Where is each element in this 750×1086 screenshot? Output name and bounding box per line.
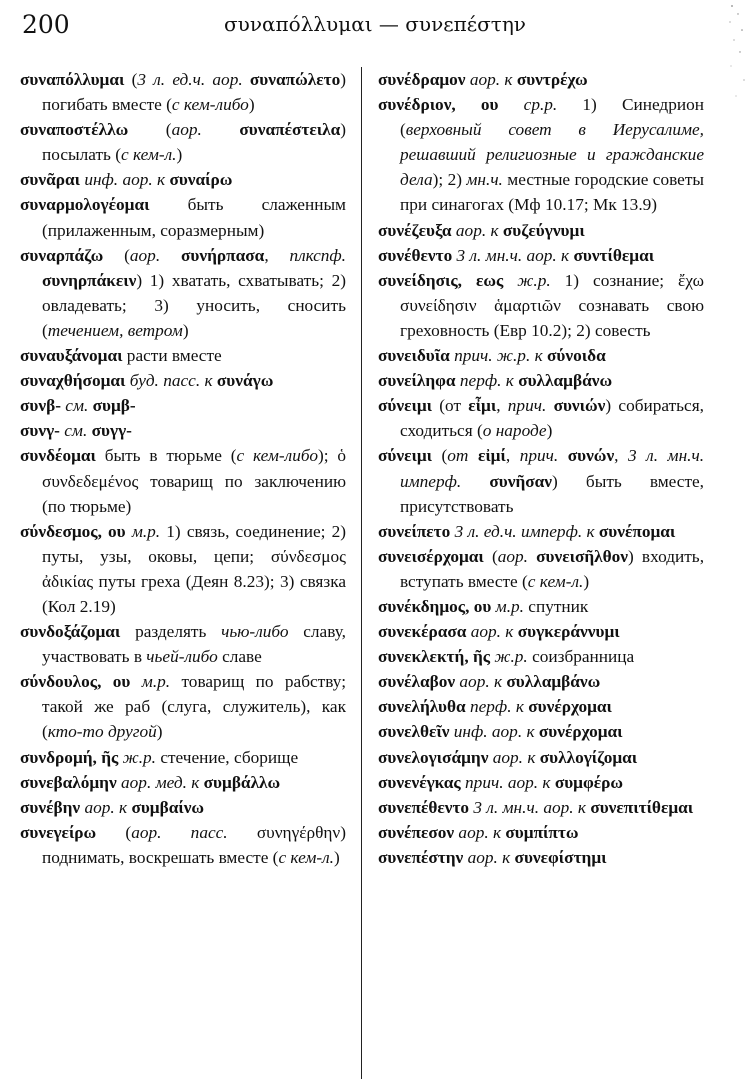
definition-text: (	[128, 120, 172, 140]
definition-text: ) быть вместе, присутствовать	[400, 471, 704, 516]
headword: συνγ-	[20, 421, 60, 441]
dictionary-entry	[20, 669, 346, 744]
dictionary-entry	[20, 418, 346, 443]
headword: συνέκδημος, ου	[378, 596, 492, 616]
headword: συνέπομαι	[598, 521, 676, 541]
definition-text: (от	[432, 396, 469, 416]
headword: συνᾶραι	[20, 170, 80, 190]
grammar-note: прич.	[519, 446, 559, 466]
headword: συνέλαβον	[378, 672, 456, 692]
definition-text: быть в тюрьме (	[95, 446, 237, 466]
grammar-note: буд. пасс. к	[129, 371, 213, 391]
grammar-note: прич. ж.р. к	[454, 346, 543, 366]
dictionary-entry	[378, 795, 704, 820]
grammar-note: м.р.	[141, 672, 171, 692]
dictionary-entry	[20, 343, 346, 368]
dictionary-entry	[378, 669, 704, 694]
headword: συνέρχομαι	[528, 697, 612, 717]
grammar-note: чьей-либо	[146, 647, 218, 667]
page-header	[0, 0, 750, 48]
definition-text: ); ὁ συνδεδεμένος товарищ по заключению (по тюрьме)	[42, 446, 346, 516]
definition-text: ) 1) хватать, схватывать; 2) овладевать; 3) уносить, сносить (	[42, 270, 346, 340]
headword: συζεύγνυμι	[502, 220, 585, 240]
definition-text	[499, 95, 524, 114]
dictionary-entry	[378, 67, 704, 92]
definition-text: спутник	[523, 596, 589, 616]
definition-text: ) входить, вступать вместе (	[400, 546, 705, 591]
dictionary-entry	[378, 845, 704, 870]
dictionary-entry	[378, 745, 704, 770]
grammar-note: 3 л. мн.ч. имперф.	[400, 446, 705, 491]
headword: συνεκέρασα	[378, 622, 467, 642]
definition-text: )	[176, 145, 183, 165]
headword: συνδοξάζομαι	[20, 622, 121, 642]
headword: συντίθεμαι	[573, 245, 655, 265]
headword: συμβαίνω	[131, 797, 205, 817]
headword: συνειδυῖα	[378, 346, 450, 366]
definition-text: ,	[614, 446, 629, 466]
headword: συναρπάζω	[20, 245, 104, 265]
headword: συνέβην	[20, 797, 81, 817]
definition-text	[528, 547, 536, 566]
grammar-note: с кем-л.	[120, 145, 177, 165]
definition-text: (	[432, 446, 448, 466]
headword: συναποστέλλω	[20, 120, 129, 140]
definition-text: 1) связь, соединение; 2) путы, узы, оковы, цепи; σύνδεσμος ἀδικίας путы греха (Деян 8.23); 3) связка (Кол 2.19)	[42, 521, 346, 616]
definition-text: 1) Синедрион (	[400, 95, 704, 140]
headword: συνεπέστην	[378, 847, 464, 867]
headword: σύνειμι	[378, 446, 432, 466]
grammar-note: м.р.	[495, 596, 524, 616]
headword: συλλογίζομαι	[539, 747, 638, 767]
headword: σύνειμι	[378, 396, 432, 416]
definition-text	[243, 70, 250, 89]
dictionary-entry	[378, 393, 704, 443]
headword: συνβ-	[20, 396, 61, 416]
grammar-note: аор. пасс.	[131, 822, 228, 842]
left-column	[20, 67, 346, 870]
headword: συγκεράννυμι	[517, 622, 620, 642]
dictionary-entry	[378, 268, 704, 343]
definition-text: ) посылать (	[42, 120, 346, 165]
grammar-note: инф. аор. к	[84, 170, 166, 190]
definition-text	[546, 396, 553, 415]
definition-text: (	[96, 822, 132, 842]
definition-text	[468, 446, 478, 465]
dictionary-entry	[378, 443, 704, 518]
headword: συνέδριον, ου	[378, 95, 499, 115]
headword: συνάγω	[216, 371, 274, 391]
definition-text: расти вместе	[122, 346, 222, 366]
column-divider	[361, 67, 362, 1079]
dictionary-entry	[20, 117, 346, 167]
headword: συμπίπτω	[505, 822, 579, 842]
dictionary-entry	[378, 694, 704, 719]
grammar-note: 3 л. мн.ч. аор. к	[473, 797, 586, 817]
headword: συνηρπάκειν	[42, 270, 137, 290]
grammar-note: перф. к	[459, 371, 514, 391]
headword: συνεφίστημι	[514, 847, 607, 867]
dictionary-entry	[20, 368, 346, 393]
definition-text: ,	[496, 396, 508, 416]
headword: συνεπιτίθεμαι	[590, 797, 694, 817]
headword: συνδέομαι	[20, 446, 96, 466]
grammar-note: аор. к	[469, 70, 513, 89]
headword: συνήρπασα	[181, 245, 265, 265]
dictionary-entry	[378, 594, 704, 619]
grammar-note: ж.р.	[494, 647, 528, 667]
headword: συνών	[567, 446, 615, 466]
grammar-note: прич.	[507, 396, 547, 416]
definition-text: стечение, сборище	[156, 747, 299, 767]
dictionary-entry	[378, 218, 704, 243]
grammar-note: 3 л. мн.ч. аор. к	[456, 245, 570, 265]
grammar-note: с кем-либо	[236, 446, 318, 466]
headword: συμβάλλω	[203, 772, 281, 792]
definition-text: ) погибать вместе (	[42, 70, 346, 115]
headword: συναπόλλυμαι	[20, 70, 125, 89]
headword: συνέδραμον	[378, 70, 466, 89]
headword: σύνδουλος, ου	[20, 672, 131, 692]
dictionary-entry	[378, 619, 704, 644]
headword: συνέπεσον	[378, 822, 455, 842]
headword: συνείδησις, εως	[378, 270, 504, 290]
grammar-note: с кем-либо	[171, 95, 249, 115]
headword: συνελογισάμην	[378, 747, 489, 767]
headword: συνεκλεκτή, ῆς	[378, 647, 491, 667]
grammar-note: кто-то другой	[47, 722, 157, 742]
dictionary-entry	[20, 619, 346, 669]
definition-text: быть слаженным (прилаженным, соразмерным)	[42, 195, 346, 240]
grammar-note: см.	[64, 421, 88, 441]
headword: συγγ-	[91, 421, 132, 441]
grammar-note: аор. к	[455, 220, 499, 240]
definition-text: соизбранница	[527, 647, 635, 667]
headword: συνείληφα	[378, 371, 456, 391]
dictionary-entry	[378, 820, 704, 845]
definition-text	[130, 672, 141, 691]
grammar-note: течением, ветром	[47, 320, 183, 340]
headword: συνείπετο	[378, 521, 451, 541]
grammar-note: от	[447, 446, 469, 466]
definition-text: )	[182, 320, 189, 340]
grammar-note: ср.р.	[523, 95, 558, 115]
headword: συλλαμβάνω	[506, 672, 601, 692]
headword: συνιών	[553, 396, 606, 416]
grammar-note: 3 л. ед.ч. аор.	[137, 70, 243, 89]
headword: συνέρχομαι	[538, 722, 623, 742]
dictionary-entry	[20, 770, 346, 795]
headword: συναχθήσομαι	[20, 371, 126, 391]
grammar-note: аор. к	[84, 797, 128, 817]
dictionary-entry	[378, 544, 704, 594]
headword: συντρέχω	[516, 70, 588, 89]
grammar-note: аор. к	[492, 747, 536, 767]
grammar-note: чью-либо	[221, 622, 289, 642]
definition-text: славе	[217, 647, 262, 667]
headword: συναπώλετο	[249, 70, 341, 89]
dictionary-entry	[378, 770, 704, 795]
headword: συμφέρω	[554, 772, 624, 792]
definition-text: ); 2)	[432, 170, 467, 190]
grammar-note: аор.	[129, 245, 161, 265]
grammar-note: инф. аор. к	[453, 722, 535, 742]
definition-text: ,	[505, 446, 520, 466]
grammar-note: с кем-л.	[527, 571, 584, 591]
dictionary-entry	[378, 519, 704, 544]
dictionary-entry	[20, 167, 346, 192]
headword: συνδρομή, ῆς	[20, 747, 119, 767]
page-number: 200	[22, 10, 70, 39]
definition-text: 1) сознание; ἔχω συνείδησιν ἁμαρτιῶν сознавать свою греховность (Евр 10.2); 2) совесть	[400, 270, 704, 340]
definition-text: местные городские советы при синагогах (Мф 10.17; Мк 13.9)	[400, 170, 705, 215]
dictionary-entry	[378, 243, 704, 268]
dictionary-entry	[20, 795, 346, 820]
grammar-note: перф. к	[469, 697, 524, 717]
definition-text: )	[156, 722, 163, 742]
dictionary-entry	[20, 393, 346, 418]
definition-text: )	[333, 847, 340, 867]
dictionary-entry	[378, 644, 704, 669]
grammar-note: см.	[65, 396, 89, 416]
definition-text	[461, 472, 489, 491]
definition-text: ) собираться, сходиться (	[400, 396, 704, 441]
definition-text	[503, 271, 517, 290]
grammar-note: аор.	[171, 120, 202, 140]
headword: συνεισέρχομαι	[378, 546, 484, 566]
grammar-note: о народе	[482, 421, 547, 441]
dictionary-entry	[378, 368, 704, 393]
headword: συνέζευξα	[378, 220, 452, 240]
grammar-note: плкспф.	[289, 245, 346, 265]
grammar-note: аор. к	[467, 847, 511, 867]
definition-text: товарищ по рабству; такой же раб (слуга, служитель), как (	[42, 672, 346, 742]
dictionary-entry	[20, 745, 346, 770]
grammar-note: аор. к	[470, 622, 514, 642]
dictionary-entry	[20, 820, 346, 870]
grammar-note: м.р.	[131, 521, 161, 541]
headword: συνεγείρω	[20, 822, 97, 842]
headword: συναρμολογέομαι	[20, 195, 150, 215]
grammar-note: аор. к	[459, 672, 503, 692]
headword: εἶμι	[468, 396, 497, 416]
dictionary-entry	[20, 243, 346, 343]
headword: συνῆσαν	[489, 471, 553, 491]
running-title: συναπόλλυμαι — συνεπέστην	[224, 12, 526, 36]
headword: συνεβαλόμην	[20, 772, 117, 792]
definition-text: συνηγέρθην) поднимать, воскрешать вместе (	[42, 822, 346, 867]
dictionary-entry	[20, 67, 346, 117]
headword: συναπέστειλα	[239, 120, 341, 140]
dictionary-entry	[378, 719, 704, 744]
definition-text: (	[124, 70, 138, 89]
definition-text	[558, 446, 568, 465]
definition-text	[202, 120, 240, 139]
definition-text: разделять	[120, 622, 222, 642]
headword: συνεπέθεντο	[378, 797, 470, 817]
headword: συνελθεῖν	[378, 722, 450, 742]
grammar-note: ж.р.	[517, 270, 551, 290]
grammar-note: 3 л. ед.ч. имперф. к	[454, 521, 595, 541]
grammar-note: аор. мед. к	[121, 772, 200, 792]
grammar-note: с кем-л.	[278, 847, 334, 867]
definition-text: славу, участвовать в	[42, 622, 347, 667]
headword: συμβ-	[92, 396, 136, 416]
definition-text: )	[546, 421, 553, 441]
dictionary-entry	[20, 519, 346, 619]
headword: συνελήλυθα	[378, 697, 466, 717]
headword: συνεισῆλθον	[536, 546, 629, 566]
dictionary-entry	[20, 192, 346, 242]
headword: σύνοιδα	[547, 346, 606, 366]
right-column	[378, 67, 704, 870]
definition-text: ,	[264, 245, 290, 265]
headword: εἰμί	[477, 446, 506, 466]
headword: συναίρω	[169, 170, 233, 190]
definition-text: (	[103, 245, 130, 265]
dictionary-entry	[378, 343, 704, 368]
headword: σύνδεσμος, ου	[20, 521, 126, 541]
definition-text: )	[248, 95, 255, 115]
definition-text: )	[583, 571, 590, 591]
grammar-note: верховный совет в Иерусалиме, решавший религиозные и гражданские дела	[400, 120, 704, 190]
dictionary-entry	[378, 92, 704, 217]
definition-text: (	[483, 546, 498, 566]
headword: συνέθεντο	[378, 245, 453, 265]
grammar-note: аор. к	[458, 822, 502, 842]
headword: συλλαμβάνω	[518, 371, 613, 391]
grammar-note: мн.ч.	[466, 170, 503, 190]
scan-noise	[722, 0, 750, 120]
headword: συνενέγκας	[378, 772, 461, 792]
grammar-note: аор.	[497, 546, 528, 566]
dictionary-entry	[20, 443, 346, 518]
headword: συναυξάνομαι	[20, 346, 123, 366]
grammar-note: ж.р.	[122, 747, 156, 767]
grammar-note: прич. аор. к	[465, 772, 551, 792]
definition-text	[160, 246, 181, 265]
